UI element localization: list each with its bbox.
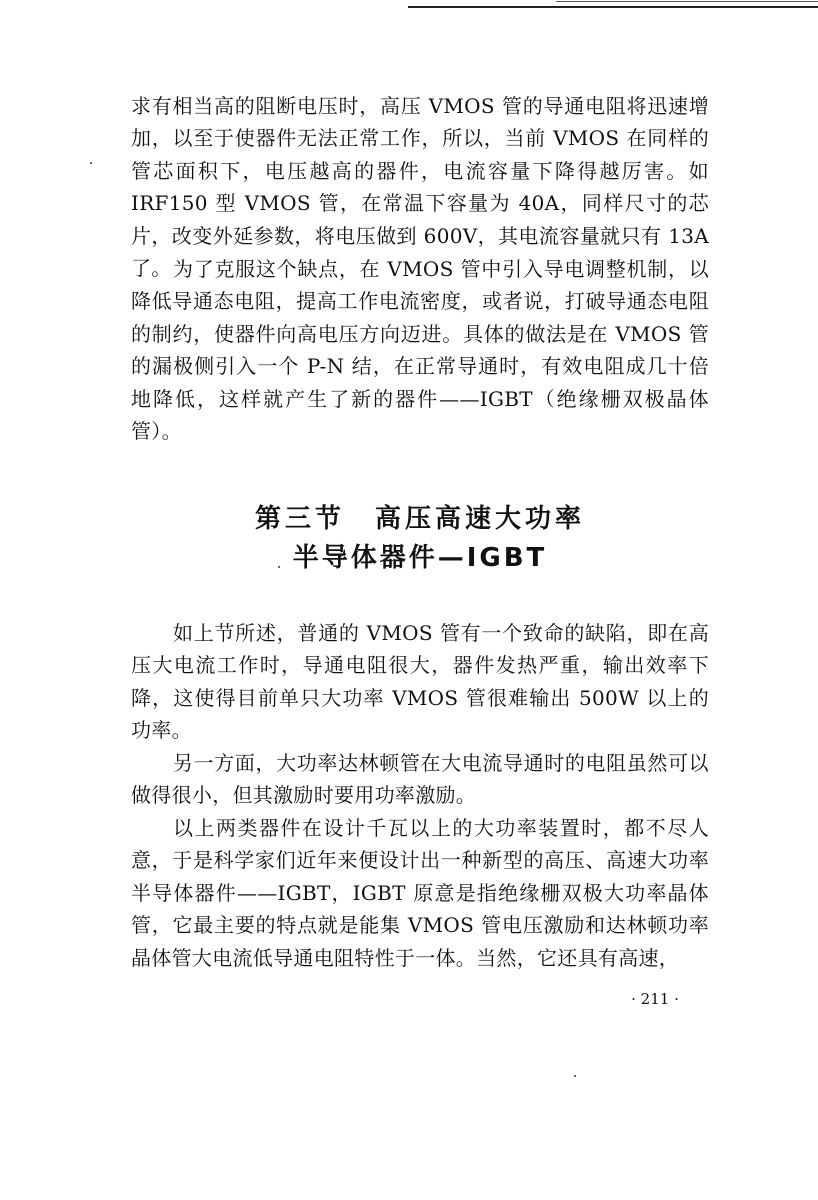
paragraph-2: 为了克服这个缺点，在 VMOS 管中引入导电调整机制，以降低导通态电阻，提高工作电流密度，或者说，打破导通态电阻的制约，使器件向高电压方向迈进。具体的做法是在 VMOS 管的漏极侧引入一个 P-N 结，在正常导通时，有效电阻成几十倍地降低，这样就产生了新的器件——IGBT（绝缘栅双极晶体管）。: [131, 257, 709, 444]
section-heading-line-2: 半导体器件—IGBT: [292, 543, 548, 573]
scan-speck: [278, 566, 280, 568]
top-border-line: [408, 6, 818, 8]
paragraph-1: 求有相当高的阻断电压时，高压 VMOS 管的导通电阻将迅速增加，以至于使器件无法正常工作，所以，当前 VMOS 在同样的管芯面积下，电压越高的器件，电流容量下降得越厉害。如 IRF150 型 VMOS 管，在常温下容量为 40A，同样尺寸的芯片，改变外延参数，将电压做到 600V，其电流容量就只有 13A 了。: [131, 94, 709, 281]
paragraph-4: 另一方面，大功率达林顿管在大电流导通时的电阻虽然可以做得很小，但其激励时要用功率激励。: [131, 751, 709, 808]
section-heading-line-1: 第三节 高压高速大功率: [254, 504, 585, 534]
scan-speck: [90, 162, 92, 164]
top-border-line-thin: [556, 1, 818, 2]
scan-speck: [574, 1075, 576, 1077]
paragraph-3: 如上节所述，普通的 VMOS 管有一个致命的缺陷，即在高压大电流工作时，导通电阻很大，器件发热严重，输出效率下降，这使得目前单只大功率 VMOS 管很难输出 500W 以上的功率。: [131, 621, 709, 743]
paragraph-5: 以上两类器件在设计千瓦以上的大功率装置时，都不尽人意，于是科学家们近年来便设计出一种新型的高压、高速大功率半导体器件——IGBT，IGBT 原意是指绝缘栅双极大功率晶体管，它最主要的特点就是能集 VMOS 管电压激励和达林顿功率晶体管大电流低导通电阻特性于一体。当然，它还具有高速，: [131, 816, 709, 970]
page-number: · 211 ·: [631, 990, 679, 1008]
